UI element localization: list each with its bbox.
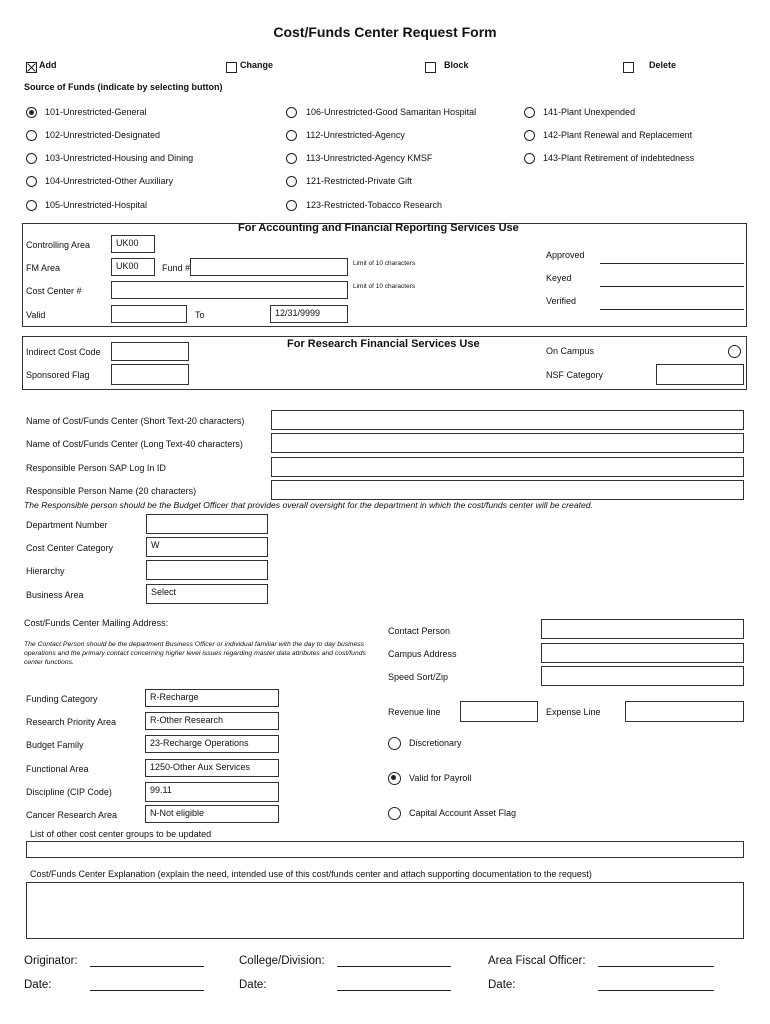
valid-to-field[interactable]: 12/31/9999 — [270, 305, 348, 323]
expense-line-field[interactable] — [625, 701, 744, 722]
to-label: To — [195, 310, 205, 320]
cost-center-category-label: Cost Center Category — [26, 543, 114, 553]
business-area-select[interactable]: Select — [146, 584, 268, 604]
approved-line[interactable] — [600, 263, 744, 264]
indirect-cost-field[interactable] — [111, 342, 189, 361]
hierarchy-field[interactable] — [146, 560, 268, 580]
cancer-research-label: Cancer Research Area — [26, 810, 118, 820]
originator-date-label: Date: — [24, 979, 52, 991]
fund-105-radio[interactable] — [26, 200, 37, 211]
contact-person-note: The Contact Person should be the department Business Officer or individual familiar with the day to day business operations and the primary contact concerning higher level issues regarding master data attributes and cost/funds center functions. — [24, 641, 366, 667]
cancer-research-field[interactable]: N-Not eligible — [145, 805, 279, 823]
add-label: Add — [39, 60, 57, 70]
college-label: College/Division: — [239, 955, 325, 967]
other-groups-field[interactable] — [26, 841, 744, 858]
originator-date-line[interactable] — [90, 990, 204, 991]
valid-from-field[interactable] — [111, 305, 187, 323]
cost-center-label: Cost Center # — [26, 286, 82, 296]
keyed-label: Keyed — [546, 273, 572, 283]
fund-104-radio[interactable] — [26, 176, 37, 187]
research-priority-field[interactable]: R-Other Research — [145, 712, 279, 730]
controlling-area-label: Controlling Area — [26, 240, 91, 250]
short-name-field[interactable] — [271, 410, 744, 430]
fund-141-label: 141-Plant Unexpended — [543, 107, 636, 117]
other-groups-label: List of other cost center groups to be updated — [30, 829, 212, 839]
fund-106-label: 106-Unrestricted-Good Samaritan Hospital — [306, 107, 477, 117]
verified-label: Verified — [546, 296, 577, 306]
discipline-field[interactable]: 99.11 — [145, 782, 279, 802]
fm-area-field[interactable]: UK00 — [111, 258, 155, 276]
nsf-category-label: NSF Category — [546, 370, 604, 380]
budget-family-field[interactable]: 23-Recharge Operations — [145, 735, 279, 753]
capital-asset-label: Capital Account Asset Flag — [409, 808, 517, 818]
controlling-area-field[interactable]: UK00 — [111, 235, 155, 253]
payroll-label: Valid for Payroll — [409, 773, 472, 783]
explanation-label: Cost/Funds Center Explanation (explain the need, intended use of this cost/funds center and attach supporting documentation to the request) — [30, 869, 592, 879]
originator-label: Originator: — [24, 955, 78, 967]
fund-142-label: 142-Plant Renewal and Replacement — [543, 130, 693, 140]
fund-112-radio[interactable] — [286, 130, 297, 141]
long-name-field[interactable] — [271, 433, 744, 453]
department-number-label: Department Number — [26, 520, 108, 530]
approved-label: Approved — [546, 250, 585, 260]
fund-143-radio[interactable] — [524, 153, 535, 164]
fund-105-label: 105-Unrestricted-Hospital — [45, 200, 148, 210]
fund-104-label: 104-Unrestricted-Other Auxiliary — [45, 176, 174, 186]
speed-sort-label: Speed Sort/Zip — [388, 672, 449, 682]
hierarchy-label: Hierarchy — [26, 566, 65, 576]
originator-line[interactable] — [90, 966, 204, 967]
long-name-label: Name of Cost/Funds Center (Long Text-40 characters) — [26, 439, 243, 449]
fund-113-label: 113-Unrestricted-Agency KMSF — [306, 153, 433, 163]
fund-102-radio[interactable] — [26, 130, 37, 141]
contact-person-label: Contact Person — [388, 626, 451, 636]
responsible-person-note: The Responsible person should be the Budget Officer that provides overall oversight for the department in which the cost/funds center will be created. — [24, 500, 593, 510]
cost-center-limit-note: Limit of 10 characters — [353, 283, 416, 290]
indirect-cost-label: Indirect Cost Code — [26, 347, 101, 357]
fund-101-label: 101-Unrestricted-General — [45, 107, 147, 117]
business-area-label: Business Area — [26, 590, 84, 600]
revenue-line-label: Revenue line — [388, 707, 441, 717]
fund-103-radio[interactable] — [26, 153, 37, 164]
fiscal-officer-label: Area Fiscal Officer: — [488, 955, 586, 967]
fund-123-label: 123-Restricted-Tobacco Research — [306, 200, 443, 210]
college-date-line[interactable] — [337, 990, 451, 991]
cost-center-field[interactable] — [111, 281, 348, 299]
discretionary-radio[interactable] — [388, 737, 401, 750]
valid-label: Valid — [26, 310, 46, 320]
expense-line-label: Expense Line — [546, 707, 601, 717]
fiscal-officer-date-label: Date: — [488, 979, 516, 991]
sap-id-field[interactable] — [271, 457, 744, 477]
change-checkbox[interactable] — [226, 62, 237, 73]
delete-checkbox[interactable] — [623, 62, 634, 73]
sap-id-label: Responsible Person SAP Log In ID — [26, 463, 166, 473]
explanation-field[interactable] — [26, 882, 744, 939]
on-campus-label: On Campus — [546, 346, 595, 356]
research-priority-label: Research Priority Area — [26, 717, 117, 727]
fm-area-label: FM Area — [26, 263, 61, 273]
fund-103-label: 103-Unrestricted-Housing and Dining — [45, 153, 194, 163]
fund-123-radio[interactable] — [286, 200, 297, 211]
sponsored-flag-field[interactable] — [111, 364, 189, 385]
revenue-line-field[interactable] — [460, 701, 538, 722]
college-date-label: Date: — [239, 979, 267, 991]
functional-area-field[interactable]: 1250-Other Aux Services — [145, 759, 279, 777]
research-heading: For Research Financial Services Use — [287, 338, 480, 350]
funding-category-label: Funding Category — [26, 694, 98, 704]
add-checkbox[interactable] — [26, 62, 37, 73]
keyed-line[interactable] — [600, 286, 744, 287]
fund-113-radio[interactable] — [286, 153, 297, 164]
payroll-radio[interactable] — [388, 772, 401, 785]
cost-center-category-field[interactable]: W — [146, 537, 268, 557]
delete-label: Delete — [649, 60, 677, 70]
sponsored-flag-label: Sponsored Flag — [26, 370, 90, 380]
budget-family-label: Budget Family — [26, 740, 84, 750]
change-label: Change — [240, 60, 274, 70]
fund-101-radio[interactable] — [26, 107, 37, 118]
fund-field[interactable] — [190, 258, 348, 276]
on-campus-radio[interactable] — [728, 345, 741, 358]
college-line[interactable] — [337, 966, 451, 967]
form-title: Cost/Funds Center Request Form — [273, 24, 497, 40]
fund-112-label: 112-Unrestricted-Agency — [306, 130, 405, 140]
fund-106-radio[interactable] — [286, 107, 297, 118]
fund-label: Fund # — [162, 263, 191, 273]
funding-category-field[interactable]: R-Recharge — [145, 689, 279, 707]
responsible-person-label: Responsible Person Name (20 characters) — [26, 486, 197, 496]
verified-line[interactable] — [600, 309, 744, 310]
speed-sort-field[interactable] — [541, 666, 744, 686]
source-heading: Source of Funds (indicate by selecting button) — [24, 82, 223, 92]
block-checkbox[interactable] — [425, 62, 436, 73]
fund-121-radio[interactable] — [286, 176, 297, 187]
fund-limit-note: Limit of 10 characters — [353, 260, 416, 267]
department-number-field[interactable] — [146, 514, 268, 534]
campus-address-label: Campus Address — [388, 649, 457, 659]
capital-asset-radio[interactable] — [388, 807, 401, 820]
responsible-person-field[interactable] — [271, 480, 744, 500]
fund-141-radio[interactable] — [524, 107, 535, 118]
discretionary-label: Discretionary — [409, 738, 462, 748]
short-name-label: Name of Cost/Funds Center (Short Text-20 characters) — [26, 416, 245, 426]
fund-102-label: 102-Unrestricted-Designated — [45, 130, 161, 140]
functional-area-label: Functional Area — [26, 764, 89, 774]
mailing-heading: Cost/Funds Center Mailing Address: — [24, 618, 169, 628]
contact-person-field[interactable] — [541, 619, 744, 639]
fund-121-label: 121-Restricted-Private Gift — [306, 176, 413, 186]
fund-143-label: 143-Plant Retirement of indebtedness — [543, 153, 695, 163]
accounting-heading: For Accounting and Financial Reporting Services Use — [238, 222, 519, 234]
block-label: Block — [444, 60, 469, 70]
discipline-label: Discipline (CIP Code) — [26, 787, 112, 797]
fiscal-officer-date-line[interactable] — [598, 990, 714, 991]
campus-address-field[interactable] — [541, 643, 744, 663]
fund-142-radio[interactable] — [524, 130, 535, 141]
nsf-category-field[interactable] — [656, 364, 744, 385]
fiscal-officer-line[interactable] — [598, 966, 714, 967]
